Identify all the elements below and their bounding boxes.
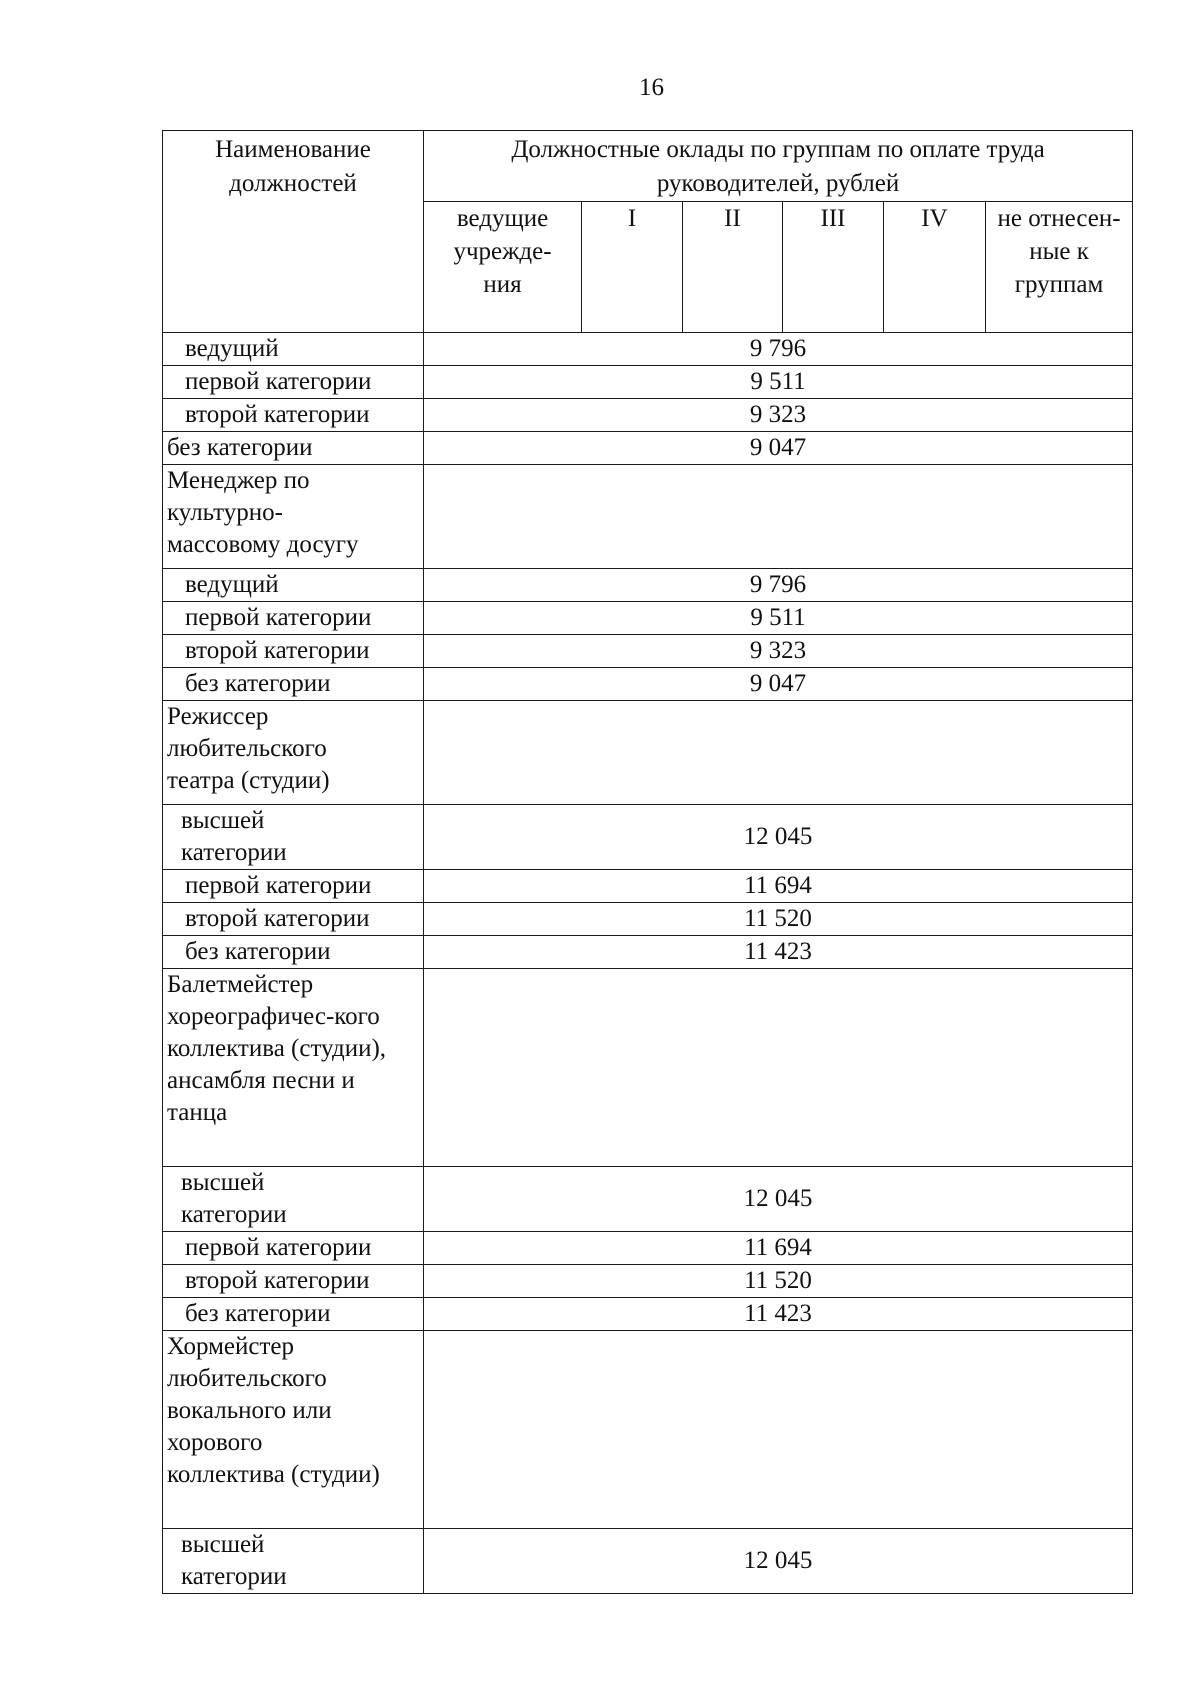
position-name: без категории — [163, 668, 424, 701]
table-row — [163, 333, 1133, 366]
salary-value: 11 694 — [424, 1232, 1133, 1265]
position-name-header: Наименование должностей — [163, 131, 424, 333]
position-name: ведущий — [163, 569, 424, 602]
group-i-header: I — [582, 202, 683, 333]
salary-value: 9 511 — [424, 602, 1133, 635]
salary-groups-header: Должностные оклады по группам по оплате труда руководителей, рублей — [424, 131, 1133, 202]
lead-institutions-header: ведущие учрежде-ния — [424, 202, 582, 333]
position-name: первой категории — [163, 870, 424, 903]
salary-value: 12 045 — [424, 1529, 1133, 1594]
salary-value — [424, 701, 1133, 805]
table-row — [163, 1265, 1133, 1298]
position-name: без категории — [163, 432, 424, 465]
salary-value: 9 323 — [424, 399, 1133, 432]
position-name-text: высшей категории — [181, 1531, 287, 1590]
group-ii-header: II — [683, 202, 783, 333]
position-name-text: высшей категории — [181, 807, 287, 866]
not-assigned-header: не отнесен-ные к группам — [986, 202, 1133, 333]
position-title: Режиссер любительского театра (студии) — [163, 701, 424, 805]
position-name: ведущий — [163, 333, 424, 366]
salary-table — [162, 130, 1133, 1594]
position-name: второй категории — [163, 903, 424, 936]
salary-value: 12 045 — [424, 1167, 1133, 1232]
position-name: первой категории — [163, 366, 424, 399]
table-row — [163, 399, 1133, 432]
salary-value: 9 511 — [424, 366, 1133, 399]
table-row — [163, 1167, 1133, 1232]
header-row — [163, 131, 1133, 202]
table-row — [163, 635, 1133, 668]
position-name — [163, 1167, 424, 1232]
position-name: без категории — [163, 1298, 424, 1331]
table-row — [163, 903, 1133, 936]
position-title: Балетмейстер хореографичес-кого коллектива (студии), ансамбля песни и танца — [163, 969, 424, 1167]
salary-value: 9 047 — [424, 432, 1133, 465]
table-row — [163, 936, 1133, 969]
position-name: второй категории — [163, 399, 424, 432]
position-name: первой категории — [163, 602, 424, 635]
table-row — [163, 1298, 1133, 1331]
salary-value: 9 796 — [424, 333, 1133, 366]
salary-value — [424, 969, 1133, 1167]
position-name: без категории — [163, 936, 424, 969]
table-row — [163, 366, 1133, 399]
table-row — [163, 870, 1133, 903]
position-title: Хормейстер любительского вокального или хорового коллектива (студии) — [163, 1331, 424, 1529]
salary-value: 11 423 — [424, 1298, 1133, 1331]
table-row — [163, 602, 1133, 635]
table-row — [163, 668, 1133, 701]
group-iii-header: III — [783, 202, 884, 333]
salary-value: 12 045 — [424, 805, 1133, 870]
salary-value: 11 694 — [424, 870, 1133, 903]
position-name: первой категории — [163, 1232, 424, 1265]
table-row — [163, 465, 1133, 569]
table-row — [163, 969, 1133, 1167]
salary-value — [424, 1331, 1133, 1529]
table-row — [163, 569, 1133, 602]
table-row — [163, 701, 1133, 805]
position-name-text: высшей категории — [181, 1169, 287, 1228]
table-row — [163, 432, 1133, 465]
salary-value: 11 423 — [424, 936, 1133, 969]
position-name — [163, 805, 424, 870]
table-row — [163, 1331, 1133, 1529]
position-name: второй категории — [163, 635, 424, 668]
position-name: второй категории — [163, 1265, 424, 1298]
salary-value: 9 796 — [424, 569, 1133, 602]
table-row — [163, 1529, 1133, 1594]
salary-value: 9 323 — [424, 635, 1133, 668]
table-row — [163, 1232, 1133, 1265]
salary-value: 11 520 — [424, 1265, 1133, 1298]
salary-value — [424, 465, 1133, 569]
group-iv-header: IV — [884, 202, 986, 333]
table-row — [163, 805, 1133, 870]
salary-value: 11 520 — [424, 903, 1133, 936]
position-title: Менеджер по культурно-массовому досугу — [163, 465, 424, 569]
salary-value: 9 047 — [424, 668, 1133, 701]
position-name — [163, 1529, 424, 1594]
page-number: 16 — [639, 74, 664, 101]
